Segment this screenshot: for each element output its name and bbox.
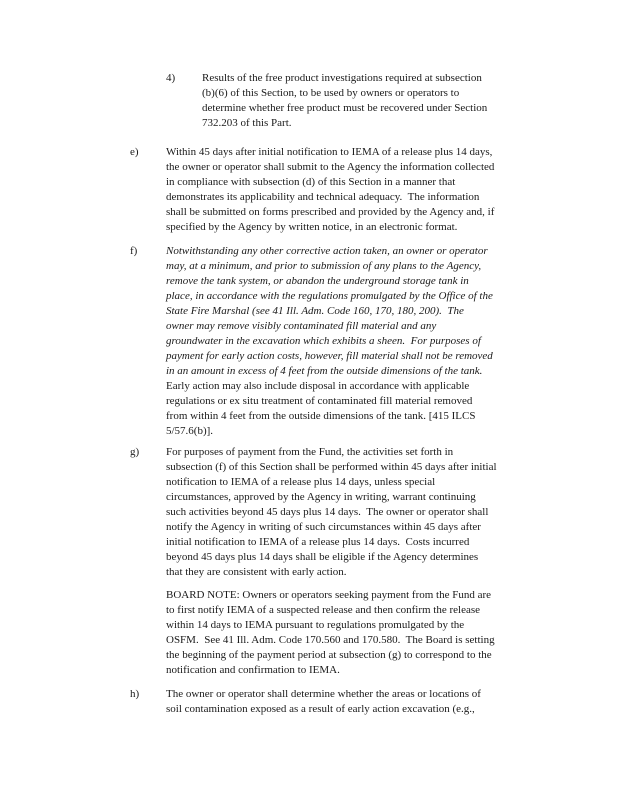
text-line: 732.203 of this Part. (202, 117, 292, 129)
text-line: Results of the free product investigations required at subsection (202, 72, 482, 84)
text-line: circumstances, approved by the Agency in writing, warrant continuing (166, 491, 476, 503)
text-line: that they are consistent with early action. (166, 566, 347, 578)
board-note (166, 588, 495, 678)
italic-text-line: groundwater in the excavation which exhibits a sheen. For purposes of (166, 335, 481, 347)
text-line: Within 45 days after initial notification to IEMA of a release plus 14 days, (166, 146, 493, 158)
italic-text-line: Notwithstanding any other corrective action taken, an owner or operator (166, 245, 488, 257)
text-line: Early action may also include disposal in accordance with applicable (166, 380, 470, 392)
text-line: specified by the Agency by written notice, in an electronic format. (166, 221, 458, 233)
text-line: in compliance with subsection (d) of this Section in a manner that (166, 176, 456, 188)
text-line: The owner or operator shall determine whether the areas or locations of (166, 688, 481, 700)
item-4-marker: 4) (166, 72, 176, 84)
text-line: soil contamination exposed as a result of early action excavation (e.g., (166, 703, 475, 715)
italic-text-line: may, at a minimum, and prior to submission of any plans to the Agency, (166, 260, 482, 272)
text-line: BOARD NOTE: Owners or operators seeking payment from the Fund are (166, 589, 492, 601)
subsection-e-paragraph (166, 145, 494, 235)
subsection-f-paragraph (166, 244, 493, 439)
text-line: determine whether free product must be recovered under Section (202, 102, 488, 114)
italic-text-line: in an amount in excess of 4 feet from the outside dimensions of the tank. (166, 365, 483, 377)
subsection-e-marker: e) (130, 146, 139, 158)
text-line: the owner or operator shall submit to the Agency the information collected (166, 161, 495, 173)
text-line: within 14 days to IEMA pursuant to regulations promulgated by the (166, 619, 465, 631)
text-line: from within 4 feet from the outside dimensions of the tank. [415 ILCS (166, 410, 476, 422)
text-line: notification and confirmation to IEMA. (166, 664, 340, 676)
italic-text-line: State Fire Marshal (see 41 Ill. Adm. Code 160, 170, 180, 200). The (166, 305, 464, 317)
text-line: OSFM. See 41 Ill. Adm. Code 170.560 and 170.580. The Board is setting (166, 634, 495, 646)
subsection-h-paragraph (166, 687, 481, 717)
subsection-h-marker: h) (130, 688, 140, 700)
subsection-f-marker: f) (130, 245, 138, 257)
text-line: to first notify IEMA of a suspected release and then confirm the release (166, 604, 480, 616)
text-line: the beginning of the payment period at subsection (g) to correspond to the (166, 649, 492, 661)
italic-text-line: place, in accordance with the regulations promulgated by the Office of the (166, 290, 493, 302)
text-line: such activities beyond 45 days plus 14 days. The owner or operator shall (166, 506, 489, 518)
text-line: notification to IEMA of a release plus 14 days, unless special (166, 476, 436, 488)
italic-text-line: remove the tank system, or abandon the underground storage tank in (166, 275, 469, 287)
italic-text-line: payment for early action costs, however, fill material shall not be removed (166, 350, 493, 362)
text-line: initial notification to IEMA of a release plus 14 days. Costs incurred (166, 536, 470, 548)
text-line: shall be submitted on forms prescribed and provided by the Agency and, if (166, 206, 495, 218)
text-line: notify the Agency in writing of such circumstances within 45 days after (166, 521, 481, 533)
text-line: (b)(6) of this Section, to be used by owners or operators to (202, 87, 460, 99)
text-line: regulations or ex situ treatment of contaminated fill material removed (166, 395, 473, 407)
subsection-g-marker: g) (130, 446, 140, 458)
text-line: beyond 45 days plus 14 days shall be eligible if the Agency determines (166, 551, 479, 563)
italic-text-line: owner may remove visibly contaminated fill material and any (166, 320, 437, 332)
subsection-g-paragraph (166, 445, 497, 580)
item-4-paragraph (202, 71, 487, 131)
text-line: 5/57.6(b)]. (166, 425, 214, 437)
text-line: subsection (f) of this Section shall be performed within 45 days after initial (166, 461, 497, 473)
text-line: For purposes of payment from the Fund, the activities set forth in (166, 446, 454, 458)
text-line: demonstrates its applicability and technical adequacy. The information (166, 191, 480, 203)
